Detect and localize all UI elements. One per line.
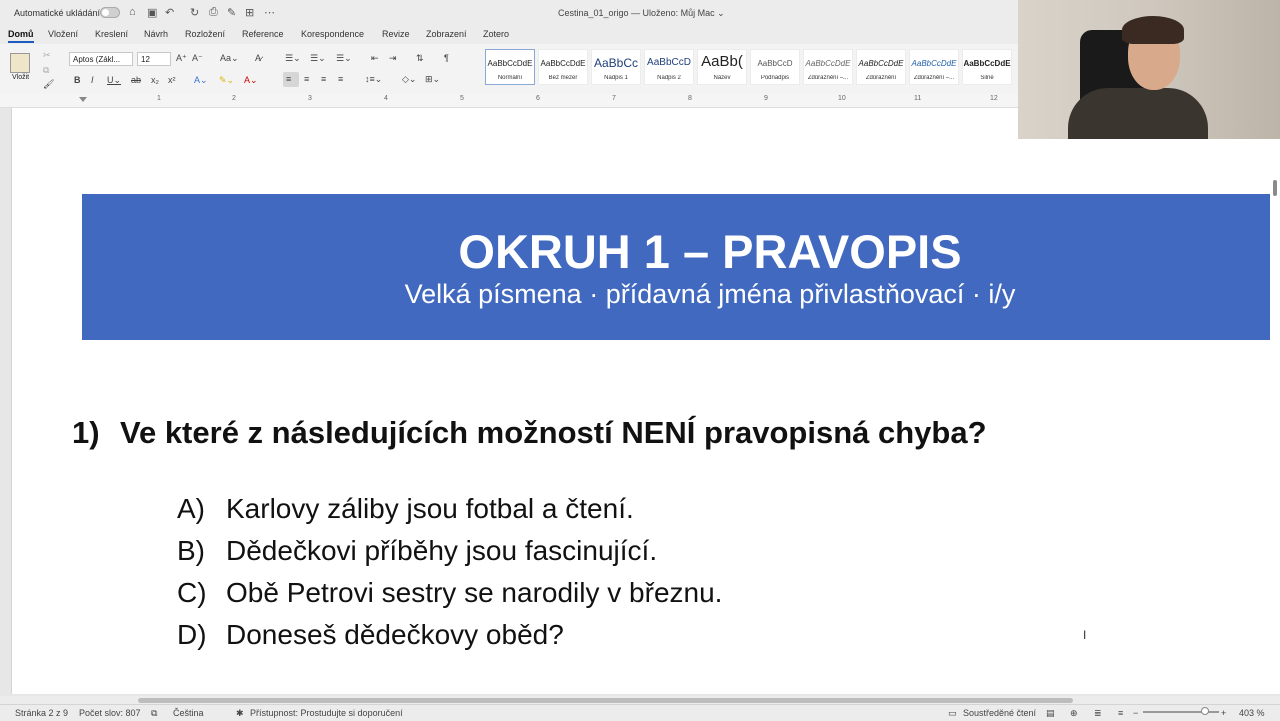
question-number: 1): [72, 415, 100, 450]
document-title[interactable]: Cestina_01_origo — Uloženo: Můj Mac ⌄: [558, 8, 725, 18]
presenter-body: [1068, 88, 1208, 139]
accessibility-status[interactable]: Přístupnost: Prostudujte si doporučení: [250, 708, 403, 718]
ruler-number: 9: [764, 95, 768, 102]
style-subtle-emphasis[interactable]: [803, 49, 853, 85]
option-text: Obě Petrovi sestry se narodily v březnu.: [226, 577, 723, 608]
save-icon[interactable]: ▣: [147, 7, 158, 19]
tab-draw[interactable]: Kreslení: [95, 29, 129, 39]
ruler-number: 10: [838, 95, 846, 102]
banner-title: OKRUH 1 – PRAVOPIS: [458, 225, 962, 278]
line-spacing-icon[interactable]: ↕≡⌄: [365, 74, 383, 84]
tab-mailings[interactable]: Korespondence: [301, 29, 365, 39]
style-heading-2[interactable]: [644, 49, 694, 85]
sort-icon[interactable]: ⇅: [416, 53, 424, 63]
presenter-hair: [1122, 16, 1184, 44]
status-bar: [0, 704, 1280, 721]
style-subtitle[interactable]: [750, 49, 800, 85]
grow-font-icon[interactable]: A⁺: [176, 53, 187, 63]
font-size-select[interactable]: 12: [137, 52, 171, 66]
ruler-number: 4: [384, 95, 388, 102]
ruler-number: 1: [157, 95, 161, 102]
copy-icon[interactable]: ⧉: [43, 65, 50, 75]
subscript-icon[interactable]: x₂: [151, 75, 159, 85]
ruler-number: 7: [612, 95, 616, 102]
multilevel-list-icon[interactable]: ☰⌄: [336, 53, 352, 63]
style-no-spacing[interactable]: [538, 49, 588, 85]
web-layout-icon[interactable]: ⊕: [1070, 708, 1078, 718]
draw-icon[interactable]: ✎: [227, 7, 237, 19]
webcam-overlay: [1018, 0, 1280, 139]
numbering-icon[interactable]: ☰⌄: [310, 53, 326, 63]
undo-icon[interactable]: ↶: [165, 7, 175, 19]
font-color-icon[interactable]: A⌄: [244, 75, 258, 85]
align-left-icon[interactable]: ≡: [286, 74, 292, 84]
style-sample: AaBbCcDdE: [487, 59, 533, 68]
print-layout-icon[interactable]: ▤: [1046, 708, 1055, 718]
zoom-level[interactable]: 403 %: [1239, 708, 1265, 718]
option-text: Doneseš dědečkovy oběd?: [226, 619, 564, 650]
shading-icon[interactable]: ◇⌄: [402, 74, 417, 84]
draft-view-icon[interactable]: ≡: [1118, 708, 1124, 718]
format-painter-icon[interactable]: ⊞: [245, 7, 255, 19]
style-sample: AaBbCc: [593, 56, 639, 70]
banner-subtitle: Velká písmena · přídavná jména přivlastňovací · i/y: [404, 279, 1016, 309]
cut-icon[interactable]: ✂: [43, 50, 51, 60]
style-label: Zdůraznění –...: [807, 75, 849, 81]
bullets-icon[interactable]: ☰⌄: [285, 53, 301, 63]
language[interactable]: Čeština: [173, 708, 204, 718]
more-icon[interactable]: ⋯: [264, 7, 275, 19]
style-intense-emphasis[interactable]: [909, 49, 959, 85]
outline-view-icon[interactable]: ≣: [1094, 708, 1102, 718]
word-count[interactable]: Počet slov: 807: [79, 708, 141, 718]
style-label: Podnadpis: [760, 75, 790, 81]
style-label: Zdůraznění: [865, 75, 897, 81]
italic-icon[interactable]: I: [91, 75, 94, 85]
tab-layout[interactable]: Rozložení: [185, 29, 226, 39]
zoom-in-icon[interactable]: +: [1221, 708, 1227, 718]
align-right-icon[interactable]: ≡: [321, 74, 327, 84]
ruler-number: 2: [232, 95, 236, 102]
style-label: Silné: [980, 75, 994, 81]
vertical-scrollbar[interactable]: [1273, 180, 1277, 196]
style-label: Nadpis 1: [604, 75, 628, 81]
tab-references[interactable]: Reference: [242, 29, 284, 39]
ruler-number: 6: [536, 95, 540, 102]
redo-icon[interactable]: ↻: [190, 7, 200, 19]
focus-mode[interactable]: Soustředěné čtení: [963, 708, 1037, 718]
shrink-font-icon[interactable]: A⁻: [192, 53, 203, 63]
focus-icon[interactable]: ▭: [948, 708, 957, 718]
tab-home[interactable]: Domů: [8, 29, 34, 39]
style-normal[interactable]: [485, 49, 535, 85]
text-effects-icon[interactable]: A⌄: [194, 75, 208, 85]
style-sample: AaBbCcDdE: [805, 59, 851, 68]
align-center-icon[interactable]: ≡: [304, 74, 310, 84]
style-sample: AaBb(: [701, 53, 743, 70]
format-brush-icon[interactable]: 🖌: [43, 79, 55, 89]
superscript-icon[interactable]: x²: [168, 75, 176, 85]
print-icon[interactable]: ⎙: [209, 6, 218, 18]
home-icon[interactable]: ⌂: [129, 6, 136, 18]
borders-icon[interactable]: ⊞⌄: [425, 74, 441, 84]
option-letter: B): [177, 535, 205, 566]
font-name-select[interactable]: Aptos (Zákl...: [69, 52, 133, 66]
ruler-number: 12: [990, 95, 998, 102]
decrease-indent-icon[interactable]: ⇤: [371, 53, 379, 63]
style-sample: AaBbCcD: [757, 59, 793, 68]
clear-format-icon[interactable]: A̷: [255, 53, 262, 63]
proofing-icon[interactable]: ⧉: [151, 708, 158, 718]
strikethrough-icon[interactable]: ab: [131, 75, 142, 85]
option-letter: C): [177, 577, 207, 608]
increase-indent-icon[interactable]: ⇥: [389, 53, 397, 63]
accessibility-icon[interactable]: ✱: [236, 708, 244, 718]
style-sample: AaBbCcD: [647, 57, 691, 68]
style-emphasis[interactable]: [856, 49, 906, 85]
style-label: Bez mezer: [548, 75, 578, 81]
horizontal-scrollbar[interactable]: [138, 698, 1073, 703]
style-sample: AaBbCcDdE: [540, 59, 586, 68]
highlight-icon[interactable]: ✎⌄: [219, 75, 235, 85]
option-letter: A): [177, 493, 205, 524]
question-text: Ve které z následujících možností NENÍ pravopisná chyba?: [120, 415, 987, 450]
option-letter: D): [177, 619, 207, 650]
style-label: Nadpis 2: [657, 75, 681, 81]
style-sample: AaBbCcDdE: [858, 59, 904, 68]
tab-insert[interactable]: Vložení: [48, 29, 79, 39]
tab-view[interactable]: Zobrazení: [426, 29, 467, 39]
zoom-out-icon[interactable]: −: [1133, 708, 1139, 718]
ruler-number: 5: [460, 95, 464, 102]
paste-icon[interactable]: [10, 53, 30, 73]
tab-design[interactable]: Návrh: [144, 29, 169, 39]
option-text: Dědečkovi příběhy jsou fascinující.: [226, 535, 658, 566]
style-sample: AaBbCcDdE: [911, 59, 957, 68]
bold-icon[interactable]: B: [74, 75, 81, 85]
page-count[interactable]: Stránka 2 z 9: [15, 708, 69, 718]
tab-review[interactable]: Revize: [382, 29, 410, 39]
underline-icon[interactable]: U⌄: [107, 75, 122, 85]
show-marks-icon[interactable]: ¶: [444, 53, 449, 63]
ruler-number: 11: [914, 95, 922, 102]
indent-marker[interactable]: [79, 97, 87, 102]
style-title[interactable]: [697, 49, 747, 85]
zoom-slider-handle[interactable]: [1201, 707, 1209, 715]
autosave-label: Automatické ukládání: [14, 8, 101, 18]
tab-zotero[interactable]: Zotero: [483, 29, 510, 39]
ruler-number: 3: [308, 95, 312, 102]
text-cursor-icon: I: [1083, 628, 1087, 642]
ruler-number: 8: [688, 95, 692, 102]
style-label: Název: [713, 75, 731, 81]
style-heading-1[interactable]: [591, 49, 641, 85]
style-label: Zdůraznění –...: [913, 75, 955, 81]
styles-gallery: [482, 49, 1018, 87]
option-text: Karlovy záliby jsou fotbal a čtení.: [226, 493, 634, 524]
paste-label[interactable]: Vložit: [12, 74, 30, 81]
style-sample: AaBbCcDdE: [963, 59, 1011, 68]
style-strong[interactable]: [962, 49, 1012, 85]
autosave-toggle[interactable]: [100, 7, 120, 18]
justify-icon[interactable]: ≡: [338, 74, 344, 84]
change-case-icon[interactable]: Aa⌄: [220, 53, 239, 63]
style-label: Normální: [497, 75, 523, 81]
